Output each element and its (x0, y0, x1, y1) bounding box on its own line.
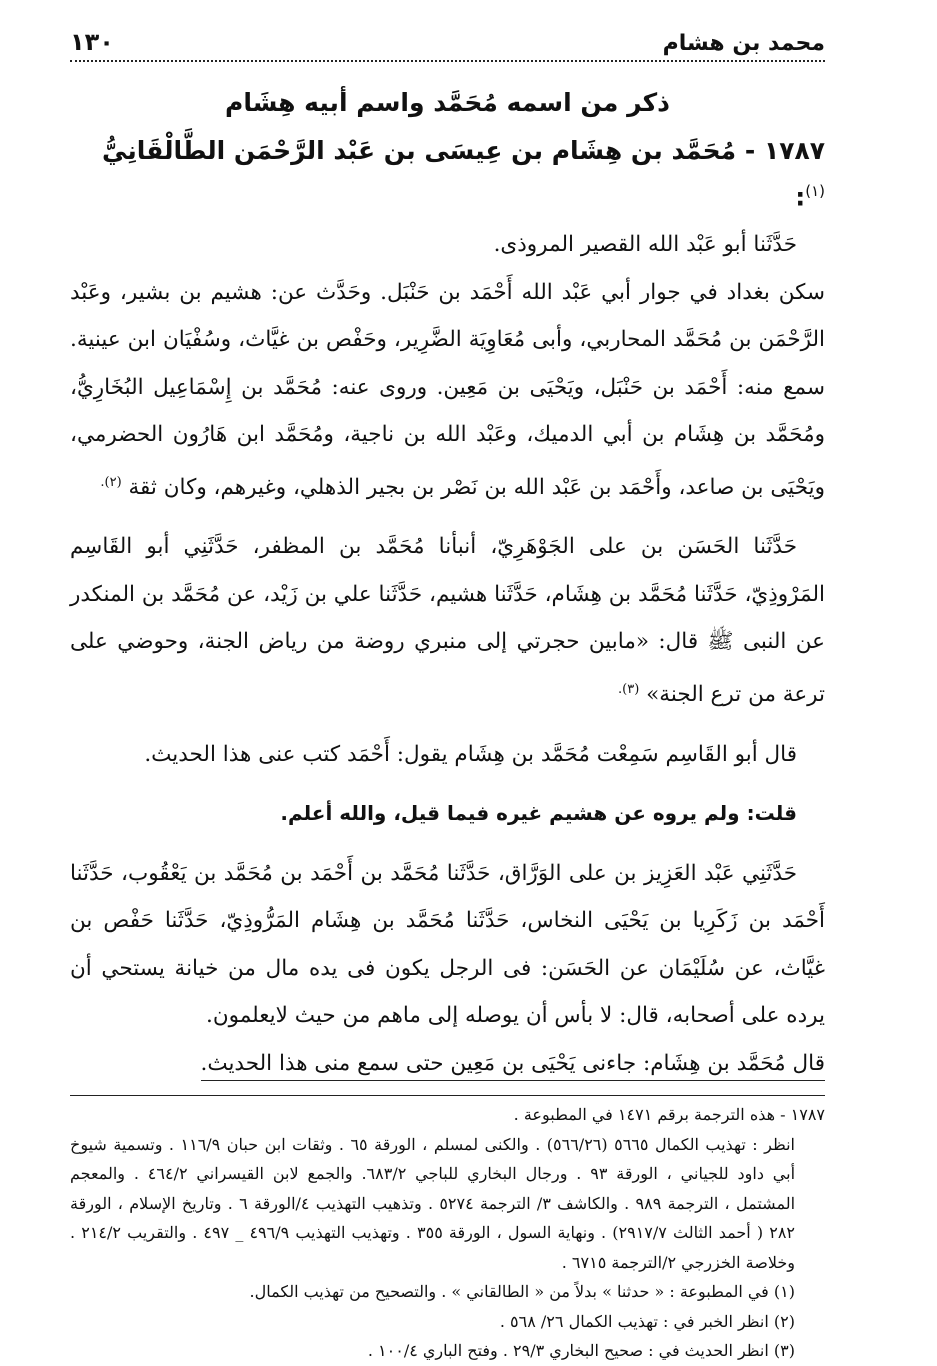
paragraph-second-chain: حَدَّثَنِي عَبْد العَزِيز بن على الوَرَّاق، حَدَّثَنا مُحَمَّد بن أَحْمَد بن مُحَمَّد بن يَعْقُوب، حَدَّثَنا أَحْمَد بن زَكَرِيا بن يَحْيَى النخاس، حَدَّثَنا مُحَمَّد بن هِشَام المَرُّوذِيّ، حَدَّثَنا حَفْص بن غيَّاث، عن سُلَيْمَان عن الحَسَن: فى الرجل يكون فى يده مال من خيانة يستحي أن يرده على أصحابه، قال: لا بأس أن يوصله إلى ماهم من حيث لايعلمون. (70, 860, 825, 1029)
footnote-ref-2: (٢). (100, 474, 122, 490)
hadith-text: حَدَّثَنا الحَسَن بن على الجَوْهَرِيّ، أنبأنا مُحَمَّد بن المظفر، حَدَّثَنِي أبو القَاسِم المَرْوذِيّ، حَدَّثَنا مُحَمَّد بن هِشَام، حَدَّثَنا هشيم، حَدَّثَنا علي بن زَيْد، عن مُحَمَّد بن المنكدر عن النبى ﷺ قال: «مابين حجرتي إلى منبري روضة من رياض الجنة، وحوضي على ترعة من ترع الجنة» (70, 534, 825, 708)
paragraph-hadith (70, 523, 825, 718)
page-number: ١٣٠ (70, 28, 114, 56)
footnote-1: (١) في المطبوعة : « حدثنا » بدلاً من « الطالقاني » . والتصحيح من تهذيب الكمال. (249, 1282, 795, 1302)
footnote-references: انظر : تهذيب الكمال ٥٦٦٥ (٥٦٦/٢٦) . والكنى لمسلم ، الورقة ٦٥ . وثقات ابن حبان ١١٦/٩ . وتسمية شيوخ أبي داود للجياني ، الورقة ٩٣ . ورجال البخاري للباجي ٦٨٣/٢. والجمع لابن القيسراني ٤٦٤/٢ . والمعجم المشتمل ، الترجمة ٩٨٩ . والكاشف ٣/ الترجمة ٥٢٧٤ . وتذهيب التهذيب ٤/الورقة ٦ . وتاريخ الإسلام ، الورقة ٢٨٢ ( أحمد الثالث ٢٩١٧/٧) . ونهاية السول ، الورقة ٣٥٥ . وتهذيب التهذيب ٤٩٦/٩ _ ٤٩٧ . والتقريب ٢١٤/٢ . وخلاصة الخزرجي ٢/الترجمة ٦٧١٥ . (70, 1134, 796, 1272)
footnote-2: (٢) انظر الخبر في : تهذيب الكمال ٢٦/ ٥٦٨ . (499, 1311, 795, 1331)
paragraph-abu-qasim: قال أبو القَاسِم سَمِعْت مُحَمَّد بن هِشَام يقول: أَحْمَد كتب عنى هذا الحديث. (144, 741, 797, 767)
biography-text: سكن بغداد في جوار أبي عَبْد الله أَحْمَد بن حَنْبَل. وحَدَّث عن: هشيم بن بشير، وعَبْد الرَّحْمَن بن مُحَمَّد المحاربي، وأبى مُعَاوِيَة الضَّرِير، وحَفْص بن غيَّاث، وسُفْيَان ابن عينية. سمع منه: أَحْمَد بن حَنْبَل، ويَحْيَى بن مَعِين. وروى عنه: مُحَمَّد بن إِسْمَاعِيل البُخَارِيُّ، ومُحَمَّد بن هِشَام بن أبي الدميك، وعَبْد الله بن ناجية، ومُحَمَّد ابن هَارُون الحضرمي، ويَحْيَى بن صاعد، وأَحْمَد بن عَبْد الله بن نَصْر بن بجير الذهلي، وغيرهم، وكان ثقة (70, 279, 825, 500)
running-header (70, 28, 825, 62)
entry-heading-text: ١٧٨٧ - مُحَمَّد بن هِشَام بن عِيسَى بن عَبْد الرَّحْمَن الطَّالْقَانِيُّ (102, 136, 825, 165)
running-title: محمد بن هشام (662, 31, 825, 56)
paragraph-biography (70, 269, 825, 512)
entry-heading-note-ref: (١) (805, 182, 825, 200)
closing-text: قال مُحَمَّد بن هِشَام: جاءنى يَحْيَى بن مَعِين حتى سمع منى هذا الحديث. (201, 1051, 826, 1081)
footnote-3: (٣) انظر الحديث في : صحيح البخاري ٢٩/٣ . وفتح الباري ١٠٠/٤ . (367, 1341, 795, 1361)
entry-heading-colon: : (795, 182, 806, 212)
footnote-entry-number: ١٧٨٧ - هذه الترجمة برقم ١٤٧١ في المطبوعة . (513, 1105, 825, 1125)
paragraph-narrator: حَدَّثَنا أبو عَبْد الله القصير المروذى. (493, 232, 797, 258)
footnote-ref-3: (٣). (618, 681, 640, 697)
paragraph-editor-note: قلت: ولم يروه عن هشيم غيره فيما قيل، والله أعلم. (280, 801, 797, 826)
paragraph-closing (70, 1040, 825, 1088)
entry-body (70, 221, 825, 1087)
footnotes-section (70, 1095, 825, 1366)
section-title: ذكر من اسمه مُحَمَّد واسم أبيه هِشَام (225, 88, 670, 117)
entry-heading (70, 131, 825, 217)
